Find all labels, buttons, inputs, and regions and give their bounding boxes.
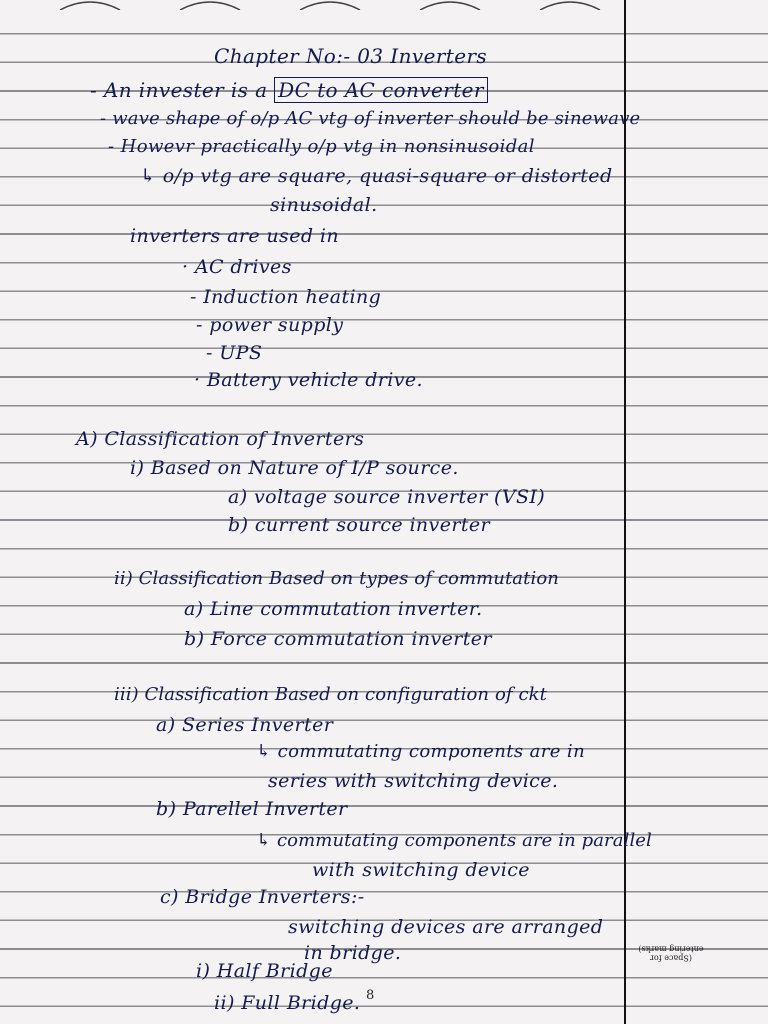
use-item: - power supply bbox=[196, 314, 344, 336]
parallel-desc-1: ↳ commutating components are in parallel bbox=[256, 830, 652, 851]
bridge-desc-1: switching devices are arranged bbox=[288, 916, 604, 938]
classification-iii-c: c) Bridge Inverters:- bbox=[160, 886, 365, 908]
series-desc-1: ↳ commutating components are in bbox=[256, 741, 586, 762]
classification-i: i) Based on Nature of I/P source. bbox=[130, 457, 459, 479]
bridge-desc-2: in bridge. bbox=[304, 942, 402, 964]
margin-line bbox=[624, 0, 626, 1024]
stamp-line-1: (Space for bbox=[650, 953, 692, 963]
classification-heading: A) Classification of Inverters bbox=[76, 428, 365, 450]
torn-top-edge bbox=[0, 0, 768, 10]
chapter-title: Chapter No:- 03 Inverters bbox=[214, 44, 488, 68]
uses-heading: inverters are used in bbox=[130, 225, 339, 247]
use-item: - UPS bbox=[206, 342, 263, 364]
however-line: - Howevr practically o/p vtg in nonsinusoidal bbox=[108, 136, 535, 157]
use-item: · AC drives bbox=[182, 256, 292, 278]
use-item: · Battery vehicle drive. bbox=[194, 369, 423, 391]
marks-stamp bbox=[632, 944, 710, 962]
output-types-cont: sinusoidal. bbox=[270, 194, 378, 216]
classification-iii-a: a) Series Inverter bbox=[156, 714, 334, 736]
half-bridge: i) Half Bridge bbox=[196, 960, 333, 982]
wave-shape-line: - wave shape of o/p AC vtg of inverter should be sinewave bbox=[100, 108, 641, 129]
stamp-line-2: entering marks) bbox=[638, 944, 704, 954]
classification-iii-b: b) Parellel Inverter bbox=[156, 798, 348, 820]
definition-prefix: - An invester is a bbox=[90, 78, 268, 102]
classification-ii: ii) Classification Based on types of commutation bbox=[114, 568, 559, 589]
classification-ii-b: b) Force commutation inverter bbox=[184, 628, 492, 650]
classification-i-b: b) current source inverter bbox=[228, 514, 490, 536]
series-desc-2: series with switching device. bbox=[268, 770, 559, 792]
definition-boxed: DC to AC converter bbox=[274, 77, 488, 103]
classification-iii: iii) Classification Based on configuration of ckt bbox=[114, 684, 547, 705]
parallel-desc-2: with switching device bbox=[312, 859, 530, 881]
classification-i-a: a) voltage source inverter (VSI) bbox=[228, 486, 546, 508]
output-types-line: ↳ o/p vtg are square, quasi-square or distorted bbox=[140, 165, 613, 187]
definition-line bbox=[90, 80, 488, 100]
full-bridge: ii) Full Bridge. bbox=[214, 992, 361, 1014]
use-item: - Induction heating bbox=[190, 286, 382, 308]
classification-ii-a: a) Line commutation inverter. bbox=[184, 598, 483, 620]
page-number: 8 bbox=[366, 988, 375, 1003]
